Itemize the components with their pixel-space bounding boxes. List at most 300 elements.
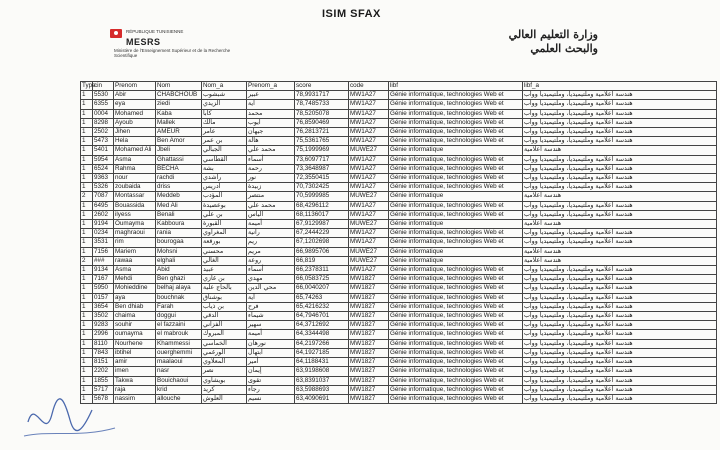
cell-nom-a: القبورة <box>202 220 247 229</box>
cell-prenom: Takwa <box>114 376 156 385</box>
cell-type: 1 <box>81 312 93 321</box>
cell-code: MW1827 <box>349 339 389 348</box>
cell-type: 1 <box>81 118 93 127</box>
cell-nom: Benali <box>156 210 202 219</box>
cell-code: MW1827 <box>349 358 389 367</box>
cell-score: 68,1136017 <box>295 210 349 219</box>
cell-libf-a: هندسة اعلامية وملتيميديا، وملتيميديا وواب <box>523 385 717 394</box>
cell-code: MW1A27 <box>349 201 389 210</box>
cell-nom: bourogaa <box>156 238 202 247</box>
cell-nom-a: العلوش <box>202 394 247 403</box>
table-row <box>81 339 717 348</box>
column-header-prenom_a: Prenom_a <box>247 82 295 91</box>
table-row <box>81 109 717 118</box>
cell-libf-a: هندسة اعلامية وملتيميديا، وملتيميديا وواب <box>523 266 717 275</box>
cell-score: 67,2444229 <box>295 229 349 238</box>
cell-libf: Génie informatique, technologies Web et <box>389 183 523 192</box>
cell-prenom: Nourhene <box>114 339 156 348</box>
cell-prenom-a: نسيم <box>247 394 295 403</box>
cell-libf: Génie informatique, technologies Web et <box>389 330 523 339</box>
table-row <box>81 302 717 311</box>
cell-type: 1 <box>81 247 93 256</box>
cell-prenom-a: محمد علي <box>247 146 295 155</box>
table-row <box>81 183 717 192</box>
official-stamp-signature <box>20 392 120 447</box>
cell-libf-a: هندسة اعلامية وملتيميديا، وملتيميديا وواب <box>523 164 717 173</box>
cell-libf-a: هندسة اعلامية وملتيميديا، وملتيميديا وواب <box>523 155 717 164</box>
cell-nom: elghali <box>156 256 202 265</box>
cell-libf-a: هندسة اعلامية وملتيميديا، وملتيميديا وواب <box>523 109 717 118</box>
cell-prenom-a: شيماء <box>247 312 295 321</box>
cell-prenom: Mehdi <box>114 275 156 284</box>
cell-libf: Génie informatique, technologies Web et <box>389 293 523 302</box>
cell-score: 73,6097717 <box>295 155 349 164</box>
cell-code: MUWE27 <box>349 146 389 155</box>
cell-score: 67,1202698 <box>295 238 349 247</box>
cell-libf: Génie informatique <box>389 220 523 229</box>
cell-cin: 5950 <box>93 284 114 293</box>
cell-nom: Bouichaoui <box>156 376 202 385</box>
cell-nom-a: المغراوي <box>202 229 247 238</box>
cell-cin: 7087 <box>93 192 114 201</box>
cell-cin: 9134 <box>93 266 114 275</box>
cell-nom: maalaoui <box>156 358 202 367</box>
cell-nom: rania <box>156 229 202 238</box>
cell-libf-a: هندسة اعلامية وملتيميديا، وملتيميديا وواب <box>523 100 717 109</box>
cell-prenom-a: محمد علي <box>247 201 295 210</box>
cell-cin: 0234 <box>93 229 114 238</box>
cell-libf-a: هندسة اعلامية <box>523 256 717 265</box>
cell-prenom: Mohamed Ali <box>114 146 156 155</box>
cell-libf-a: هندسة اعلامية وملتيميديا، وملتيميديا وواب <box>523 91 717 100</box>
cell-code: MUWE27 <box>349 247 389 256</box>
cell-libf: Génie informatique, technologies Web et <box>389 367 523 376</box>
cell-code: MW1A27 <box>349 229 389 238</box>
cell-prenom: Rahma <box>114 164 156 173</box>
cell-libf-a: هندسة اعلامية وملتيميديا، وملتيميديا وواب <box>523 284 717 293</box>
cell-libf: Génie informatique, technologies Web et <box>389 394 523 403</box>
table-row <box>81 128 717 137</box>
cell-score: 75,1999969 <box>295 146 349 155</box>
cell-score: 72,3550415 <box>295 174 349 183</box>
table-row <box>81 201 717 210</box>
cell-libf: Génie informatique, technologies Web et <box>389 348 523 357</box>
cell-type: 1 <box>81 220 93 229</box>
cell-libf-a: هندسة اعلامية وملتيميديا، وملتيميديا وواب <box>523 293 717 302</box>
cell-cin: 3654 <box>93 302 114 311</box>
cell-type: 1 <box>81 339 93 348</box>
cell-libf-a: هندسة اعلامية وملتيميديا، وملتيميديا وواب <box>523 174 717 183</box>
cell-libf: Génie informatique, technologies Web et <box>389 100 523 109</box>
cell-cin: 6524 <box>93 164 114 173</box>
cell-libf-a: هندسة اعلامية وملتيميديا، وملتيميديا وواب <box>523 137 717 146</box>
cell-libf-a: هندسة اعلامية وملتيميديا، وملتيميديا وواب <box>523 367 717 376</box>
cell-nom-a: مالك <box>202 118 247 127</box>
cell-score: 66,2378311 <box>295 266 349 275</box>
table-row <box>81 312 717 321</box>
cell-nom-a: ادريس <box>202 183 247 192</box>
table-row <box>81 118 717 127</box>
cell-prenom-a: أمير <box>247 358 295 367</box>
cell-cin: 7167 <box>93 275 114 284</box>
cell-code: MW1A27 <box>349 183 389 192</box>
results-table <box>80 81 717 404</box>
cell-prenom-a: أميمة <box>247 330 295 339</box>
cell-code: MUWE27 <box>349 220 389 229</box>
cell-code: MW1827 <box>349 348 389 357</box>
column-header-prenom: Prenom <box>114 82 156 91</box>
cell-code: MW1A27 <box>349 266 389 275</box>
cell-score: 63,9198608 <box>295 367 349 376</box>
table-row <box>81 256 717 265</box>
cell-nom: Ben Amor <box>156 137 202 146</box>
cell-libf-a: هندسة اعلامية وملتيميديا، وملتيميديا وواب <box>523 348 717 357</box>
cell-prenom-a: رانية <box>247 229 295 238</box>
cell-score: 78,5205078 <box>295 109 349 118</box>
cell-type: 1 <box>81 266 93 275</box>
cell-libf-a: هندسة اعلامية وملتيميديا، وملتيميديا وواب <box>523 118 717 127</box>
cell-score: 70,5999985 <box>295 192 349 201</box>
cell-score: 65,74263 <box>295 293 349 302</box>
cell-nom-a: كابا <box>202 109 247 118</box>
cell-libf-a: هندسة اعلامية وملتيميديا، وملتيميديا وواب <box>523 302 717 311</box>
page-title: ISIM SFAX <box>322 8 381 20</box>
cell-prenom: Mariem <box>114 247 156 256</box>
table-row <box>81 146 717 155</box>
cell-prenom-a: تقوى <box>247 376 295 385</box>
cell-libf: Génie informatique, technologies Web et <box>389 109 523 118</box>
cell-prenom-a: ايوب <box>247 118 295 127</box>
cell-prenom-a: زبيدة <box>247 183 295 192</box>
ministry-arabic-line1: وزارة التعليم العالي <box>508 28 598 41</box>
cell-libf-a: هندسة اعلامية وملتيميديا، وملتيميديا وواب <box>523 330 717 339</box>
table-row <box>81 266 717 275</box>
cell-prenom-a: إيمان <box>247 367 295 376</box>
cell-type: 1 <box>81 155 93 164</box>
table-row <box>81 229 717 238</box>
cell-cin: 6355 <box>93 100 114 109</box>
cell-prenom-a: عبير <box>247 91 295 100</box>
cell-type: 1 <box>81 100 93 109</box>
cell-libf: Génie informatique <box>389 192 523 201</box>
cell-score: 68,4296112 <box>295 201 349 210</box>
cell-nom: ouerghemmi <box>156 348 202 357</box>
cell-prenom-a: نورهان <box>247 339 295 348</box>
cell-libf: Génie informatique, technologies Web et <box>389 174 523 183</box>
cell-cin: 2202 <box>93 367 114 376</box>
cell-type: 1 <box>81 275 93 284</box>
cell-nom: nasr <box>156 367 202 376</box>
table-row <box>81 348 717 357</box>
cell-nom-a: بوشناق <box>202 293 247 302</box>
cell-code: MUWE27 <box>349 256 389 265</box>
cell-nom: Ben ghazi <box>156 275 202 284</box>
table-row <box>81 293 717 302</box>
cell-cin: 5326 <box>93 183 114 192</box>
cell-libf: Génie informatique, technologies Web et <box>389 321 523 330</box>
cell-libf-a: هندسة اعلامية وملتيميديا، وملتيميديا وواب <box>523 339 717 348</box>
cell-libf-a: هندسة اعلامية وملتيميديا، وملتيميديا وواب <box>523 183 717 192</box>
cell-nom-a: بورقعة <box>202 238 247 247</box>
cell-prenom-a: آية <box>247 293 295 302</box>
cell-type: 1 <box>81 330 93 339</box>
cell-code: MW1827 <box>349 275 389 284</box>
cell-libf-a: هندسة اعلامية وملتيميديا، وملتيميديا وواب <box>523 238 717 247</box>
cell-nom: el mabrouk <box>156 330 202 339</box>
cell-cin: 7843 <box>93 348 114 357</box>
table-row <box>81 220 717 229</box>
cell-score: 76,8590469 <box>295 118 349 127</box>
cell-nom: Ghattassi <box>156 155 202 164</box>
cell-cin: ### <box>93 256 114 265</box>
cell-nom-a: القطاسي <box>202 155 247 164</box>
cell-score: 64,1927185 <box>295 348 349 357</box>
cell-nom: driss <box>156 183 202 192</box>
cell-prenom: aya <box>114 293 156 302</box>
cell-cin: 5530 <box>93 91 114 100</box>
cell-prenom-a: أسماء <box>247 266 295 275</box>
cell-prenom: amir <box>114 358 156 367</box>
cell-nom: AMEUR <box>156 128 202 137</box>
cell-nom: Jbeli <box>156 146 202 155</box>
cell-libf: Génie informatique, technologies Web et <box>389 358 523 367</box>
cell-type: 1 <box>81 358 93 367</box>
cell-code: MW1827 <box>349 394 389 403</box>
table-row <box>81 394 717 403</box>
cell-code: MW1A27 <box>349 91 389 100</box>
cell-cin: 9363 <box>93 174 114 183</box>
cell-cin: 2996 <box>93 330 114 339</box>
cell-code: MW1A27 <box>349 100 389 109</box>
cell-cin: 2502 <box>93 128 114 137</box>
cell-nom-a: الجبالي <box>202 146 247 155</box>
cell-libf: Génie informatique, technologies Web et <box>389 201 523 210</box>
cell-libf: Génie informatique, technologies Web et <box>389 275 523 284</box>
cell-prenom: zoubaida <box>114 183 156 192</box>
cell-libf: Génie informatique, technologies Web et <box>389 339 523 348</box>
cell-score: 64,1188431 <box>295 358 349 367</box>
cell-score: 66,0040207 <box>295 284 349 293</box>
cell-nom-a: الخماسي <box>202 339 247 348</box>
cell-prenom: rim <box>114 238 156 247</box>
cell-type: 1 <box>81 385 93 394</box>
cell-prenom: Mohamed <box>114 109 156 118</box>
cell-code: MW1A27 <box>349 137 389 146</box>
cell-prenom: oumayma <box>114 330 156 339</box>
cell-libf: Génie informatique, technologies Web et <box>389 155 523 164</box>
cell-libf: Génie informatique, technologies Web et <box>389 238 523 247</box>
cell-nom: belhaj alaya <box>156 284 202 293</box>
column-header-nom_a: Nom_a <box>202 82 247 91</box>
cell-nom: Mohsni <box>156 247 202 256</box>
table-row <box>81 137 717 146</box>
cell-libf: Génie informatique <box>389 247 523 256</box>
cell-cin: 8298 <box>93 118 114 127</box>
cell-score: 65,4216232 <box>295 302 349 311</box>
cell-nom-a: المبروك <box>202 330 247 339</box>
cell-libf-a: هندسة اعلامية وملتيميديا، وملتيميديا وواب <box>523 128 717 137</box>
cell-type: 1 <box>81 321 93 330</box>
cell-type: 1 <box>81 302 93 311</box>
cell-nom-a: عبيد <box>202 266 247 275</box>
cell-prenom-a: مريم <box>247 247 295 256</box>
cell-score: 75,5361765 <box>295 137 349 146</box>
cell-cin: 3531 <box>93 238 114 247</box>
cell-libf: Génie informatique, technologies Web et <box>389 118 523 127</box>
cell-prenom: Bouassida <box>114 201 156 210</box>
cell-nom: Meddeb <box>156 192 202 201</box>
cell-prenom-a: الياس <box>247 210 295 219</box>
cell-prenom: eya <box>114 100 156 109</box>
cell-code: MW1827 <box>349 312 389 321</box>
cell-score: 66,0583725 <box>295 275 349 284</box>
cell-nom-a: الفزاني <box>202 321 247 330</box>
cell-cin: 8151 <box>93 358 114 367</box>
table-row <box>81 376 717 385</box>
cell-libf-a: هندسة اعلامية وملتيميديا، وملتيميديا وواب <box>523 321 717 330</box>
cell-libf: Génie informatique, technologies Web et <box>389 385 523 394</box>
cell-type: 1 <box>81 394 93 403</box>
cell-score: 64,2197266 <box>295 339 349 348</box>
cell-prenom-a: رحمة <box>247 164 295 173</box>
cell-libf-a: هندسة اعلامية وملتيميديا، وملتيميديا وواب <box>523 312 717 321</box>
tunisian-flag-icon <box>110 29 122 38</box>
cell-cin: 0157 <box>93 293 114 302</box>
cell-code: MW1827 <box>349 385 389 394</box>
cell-prenom: souhir <box>114 321 156 330</box>
cell-prenom-a: فرح <box>247 302 295 311</box>
cell-prenom-a: هالة <box>247 137 295 146</box>
cell-prenom: Abir <box>114 91 156 100</box>
table-row <box>81 155 717 164</box>
cell-cin: 8110 <box>93 339 114 348</box>
cell-nom-a: شبشوب <box>202 91 247 100</box>
cell-libf-a: هندسة اعلامية <box>523 146 717 155</box>
cell-libf: Génie informatique, technologies Web et <box>389 128 523 137</box>
table-body <box>81 91 717 404</box>
cell-prenom: Jihen <box>114 128 156 137</box>
cell-prenom-a: مهدي <box>247 275 295 284</box>
cell-prenom: raja <box>114 385 156 394</box>
cell-nom: BECHA <box>156 164 202 173</box>
cell-libf: Génie informatique, technologies Web et <box>389 210 523 219</box>
cell-type: 1 <box>81 238 93 247</box>
cell-nom-a: بوعصيدة <box>202 201 247 210</box>
cell-prenom-a: سهير <box>247 321 295 330</box>
cell-nom-a: بويشاوي <box>202 376 247 385</box>
cell-code: MW1827 <box>349 330 389 339</box>
cell-nom-a: الغالي <box>202 256 247 265</box>
republic-label: RÉPUBLIQUE TUNISIENNE <box>126 29 184 34</box>
cell-score: 64,7946701 <box>295 312 349 321</box>
cell-cin: 9283 <box>93 321 114 330</box>
cell-type: 1 <box>81 293 93 302</box>
cell-libf: Génie informatique, technologies Web et <box>389 302 523 311</box>
cell-nom: Kaba <box>156 109 202 118</box>
table-row <box>81 330 717 339</box>
cell-nom-a: المؤدب <box>202 192 247 201</box>
cell-prenom: Asma <box>114 266 156 275</box>
cell-prenom: imen <box>114 367 156 376</box>
cell-type: 1 <box>81 164 93 173</box>
cell-prenom: rawaa <box>114 256 156 265</box>
cell-nom-a: عامر <box>202 128 247 137</box>
cell-cin: 9194 <box>93 220 114 229</box>
cell-libf: Génie informatique, technologies Web et <box>389 164 523 173</box>
cell-prenom-a: أسماء <box>247 155 295 164</box>
cell-libf-a: هندسة اعلامية <box>523 192 717 201</box>
cell-libf-a: هندسة اعلامية وملتيميديا، وملتيميديا وواب <box>523 394 717 403</box>
cell-score: 66,9895706 <box>295 247 349 256</box>
cell-prenom: Oumayma <box>114 220 156 229</box>
cell-code: MW1827 <box>349 321 389 330</box>
cell-score: 78,7485733 <box>295 100 349 109</box>
cell-prenom: Hela <box>114 137 156 146</box>
cell-libf-a: هندسة اعلامية <box>523 220 717 229</box>
cell-cin: 5401 <box>93 146 114 155</box>
table-row <box>81 275 717 284</box>
cell-cin: 5717 <box>93 385 114 394</box>
column-header-nom: Nom <box>156 82 202 91</box>
cell-prenom: Ben dhiab <box>114 302 156 311</box>
cell-cin: 5678 <box>93 394 114 403</box>
cell-nom-a: بشة <box>202 164 247 173</box>
cell-nom-a: بالحاج علية <box>202 284 247 293</box>
cell-nom: CHABCHOUB <box>156 91 202 100</box>
cell-nom-a: راشدي <box>202 174 247 183</box>
cell-libf: Génie informatique, technologies Web et <box>389 91 523 100</box>
cell-nom: Abid <box>156 266 202 275</box>
table-row <box>81 192 717 201</box>
cell-cin: 1855 <box>93 376 114 385</box>
column-header-code: code <box>349 82 389 91</box>
cell-nom: rachdi <box>156 174 202 183</box>
table-row <box>81 210 717 219</box>
cell-type: 1 <box>81 201 93 210</box>
cell-nom: allouche <box>156 394 202 403</box>
cell-code: MW1A27 <box>349 109 389 118</box>
column-header-score: score <box>295 82 349 91</box>
cell-score: 63,8391037 <box>295 376 349 385</box>
table-row <box>81 100 717 109</box>
cell-cin: 0004 <box>93 109 114 118</box>
cell-nom: Mallek <box>156 118 202 127</box>
cell-nom: krid <box>156 385 202 394</box>
cell-type: 1 <box>81 91 93 100</box>
cell-code: MW1827 <box>349 284 389 293</box>
cell-score: 64,3712692 <box>295 321 349 330</box>
cell-prenom: chaima <box>114 312 156 321</box>
cell-nom: Farah <box>156 302 202 311</box>
cell-prenom: maghraoui <box>114 229 156 238</box>
table-row <box>81 247 717 256</box>
signature-scribble-icon <box>20 392 120 447</box>
cell-libf: Génie informatique, technologies Web et <box>389 266 523 275</box>
cell-libf: Génie informatique <box>389 256 523 265</box>
cell-score: 66,819 <box>295 256 349 265</box>
table-row <box>81 367 717 376</box>
cell-nom-a: المعلاوي <box>202 358 247 367</box>
cell-prenom: nour <box>114 174 156 183</box>
cell-cin: 5473 <box>93 137 114 146</box>
cell-cin: 6495 <box>93 201 114 210</box>
cell-prenom: ibtihel <box>114 348 156 357</box>
cell-libf: Génie informatique <box>389 146 523 155</box>
cell-cin: 3502 <box>93 312 114 321</box>
cell-type: 2 <box>81 192 93 201</box>
cell-type: 1 <box>81 376 93 385</box>
mesrs-logo <box>110 27 250 72</box>
